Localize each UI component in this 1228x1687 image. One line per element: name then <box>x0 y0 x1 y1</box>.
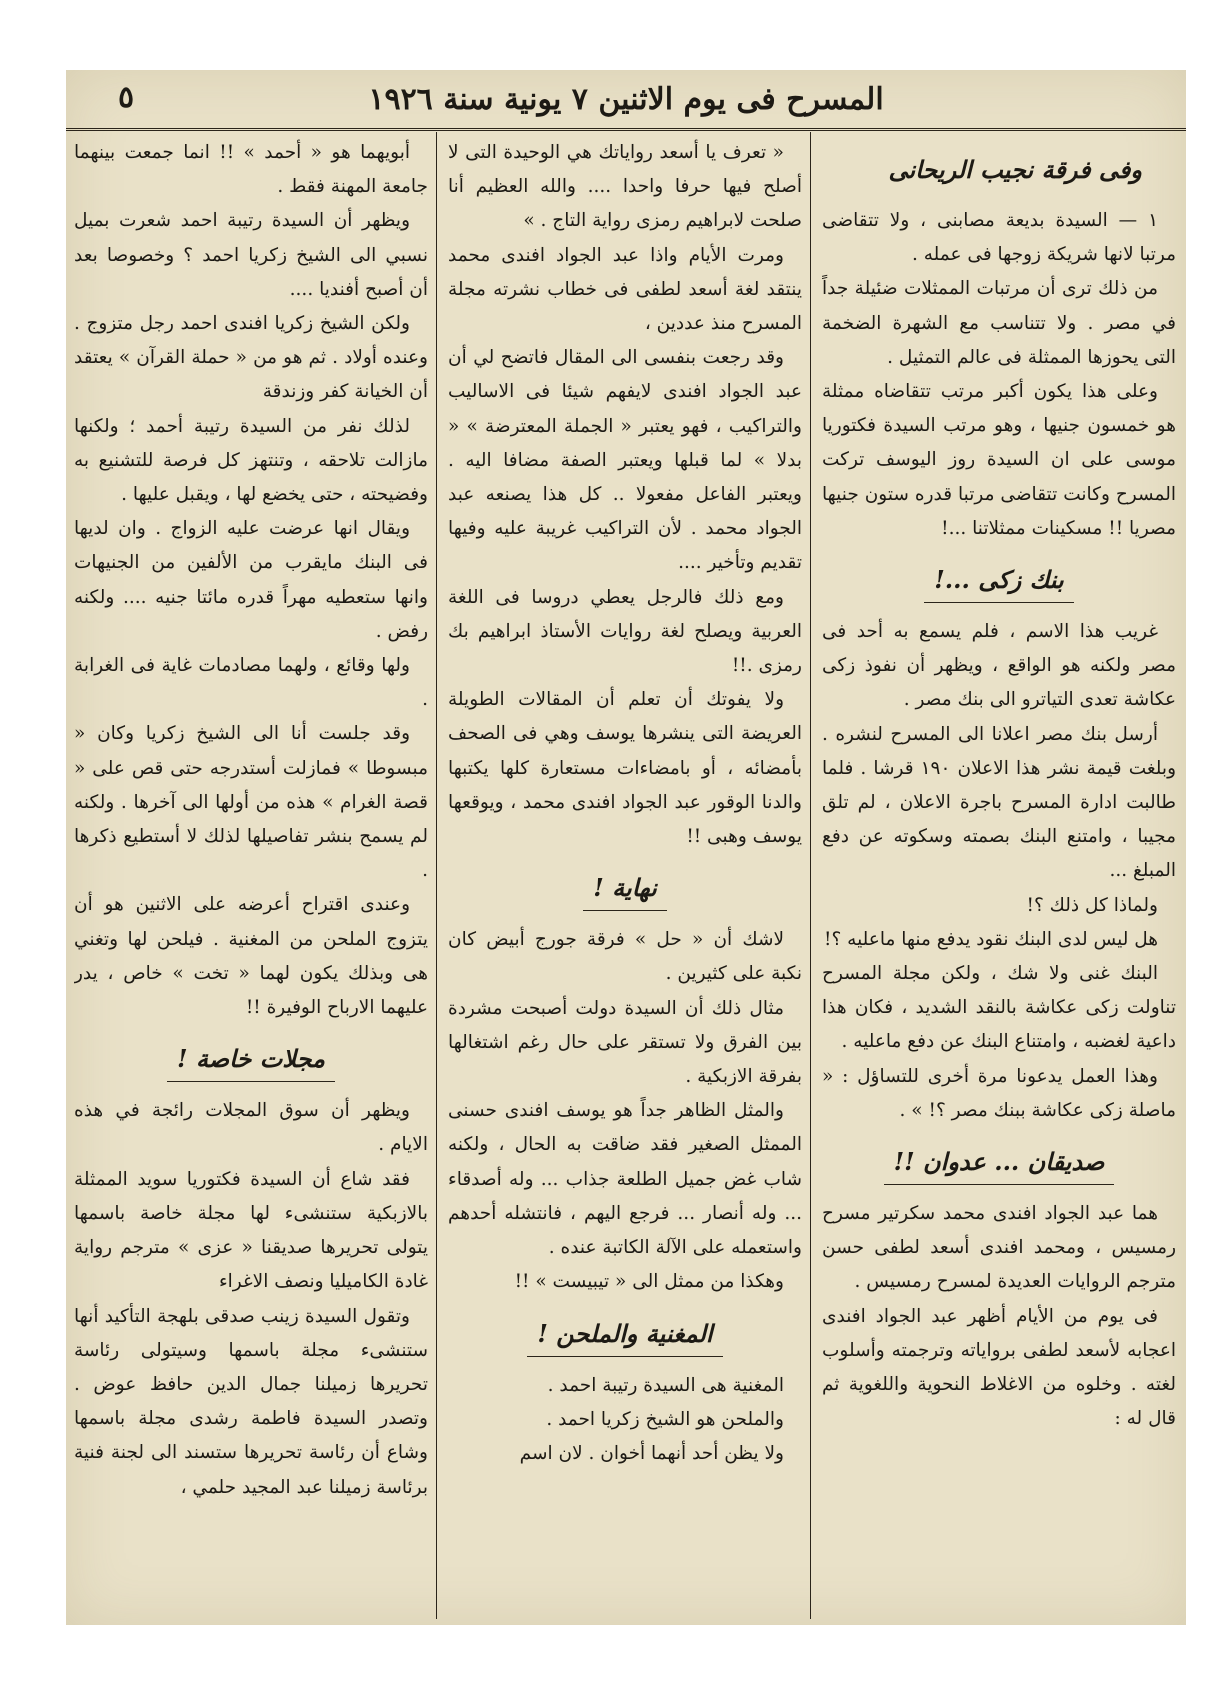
paragraph: والملحن هو الشيخ زكريا احمد . <box>546 1408 784 1430</box>
column-divider <box>436 132 437 1619</box>
paragraph: وهكذا من ممثل الى « تيبيست » !! <box>514 1271 784 1293</box>
section-heading: المغنية والملحن ! <box>448 1314 802 1357</box>
paragraph: هما عبد الجواد افندى محمد سكرتير مسرح رمسيس ، ومحمد افندى أسعد لطفى حسن مترجم الروايات العديدة لمسرح رمسيس . <box>822 1203 1176 1293</box>
paragraph: المغنية هى السيدة رتيبة احمد . <box>547 1374 784 1396</box>
paragraph: وعندى اقتراح أعرضه على الاثنين هو أن يتزوج الملحن من المغنية . فيلحن لها وتغني هى وبذلك يكون لهما « تخت » خاص ، يدر عليهما الارباح الوفيرة !! <box>74 894 428 1019</box>
section-heading: بنك زكى ...! <box>822 560 1176 603</box>
page-number: ٥ <box>118 80 135 115</box>
paragraph: غريب هذا الاسم ، فلم يسمع به أحد فى مصر ولكنه هو الواقع ، ويظهر أن نفوذ زكى عكاشة تعدى التياترو الى بنك مصر . <box>822 621 1176 711</box>
paragraph: ومع ذلك فالرجل يعطي دروسا فى اللغة العربية ويصلح لغة روايات الأستاذ ابراهيم بك رمزى .!! <box>448 586 802 677</box>
paragraph: وقد جلست أنا الى الشيخ زكريا وكان « مبسوطا » فمازلت أستدرجه حتى قص على « قصة الغرام » هذه من أولها الى آخرها . ولكنه لم يسمح بنشر تفاصيلها لذلك لا أستطيع ذكرها . <box>74 723 428 882</box>
paragraph: ولا يفوتك أن تعلم أن المقالات الطويلة العريضة التى ينشرها يوسف وهي فى الصحف بأمضائه ، أو بامضاءات مستعارة كلها يكتبها والدنا الوقور عبد الجواد افندى محمد ، ويوقعها يوسف وهبى !! <box>448 689 802 848</box>
paragraph: والمثل الظاهر جداً هو يوسف افندى حسنى الممثل الصغير فقد ضاقت به الحال ، ولكنه شاب غض جميل الطلعة جذاب ... وله أصدقاء ... وله أنصار ... فرجع اليهم ، فانتشله أحدهم واستعمله على الآلة الكاتبة عنده . <box>448 1100 802 1259</box>
paragraph: « تعرف يا أسعد رواياتك هي الوحيدة التى لا أصلح فيها حرفا واحدا .... والله العظيم أنا صلحت لابراهيم رمزى رواية التاج . » <box>448 142 802 232</box>
paragraph: ومرت الأيام واذا عبد الجواد افندى محمد ينتقد لغة أسعد لطفى فى خطاب نشرته مجلة المسرح منذ عددين ، <box>448 244 802 335</box>
paragraph: فقد شاع أن السيدة فكتوريا سويد الممثلة بالازبكية ستنشىء لها مجلة خاصة باسمها يتولى تحريرها صديقنا « عزى » مترجم رواية غادة الكاميليا ونصف الاغراء <box>74 1168 428 1293</box>
section-heading: نهاية ! <box>448 868 802 911</box>
column-middle <box>448 136 802 1611</box>
paragraph: لذلك نفر من السيدة رتيبة أحمد ؛ ولكنها مازالت تلاحقه ، وتنتهز كل فرصة للتشنيع به وفضيحته ، حتى يخضع لها ، ويقبل عليها . <box>74 415 428 506</box>
paragraph: أبويهما هو « أحمد » !! انما جمعت بينهما جامعة المهنة فقط . <box>74 142 428 198</box>
paragraph: هل ليس لدى البنك نقود يدفع منها ماعليه ؟! <box>824 928 1158 950</box>
paragraph: ويظهر أن سوق المجلات رائجة في هذه الايام . <box>74 1100 428 1156</box>
section-heading: وفى فرقة نجيب الريحانى <box>888 155 1142 184</box>
paragraph: أرسل بنك مصر اعلانا الى المسرح لنشره . وبلغت قيمة نشر هذا الاعلان ١٩٠ قرشا . فلما طالبت ادارة المسرح باجرة الاعلان ، لم تلق مجيبا ، وامتنع البنك بصمته وسكوته عن دفع المبلغ ... <box>822 723 1176 882</box>
paragraph: وتقول السيدة زينب صدقى بلهجة التأكيد أنها ستنشىء مجلة باسمها وسيتولى رئاسة تحريرها زميلنا جمال الدين حافظ عوض . وتصدر السيدة فاطمة رشدى مجلة باسمها وشاع أن رئاسة تحريرها ستسند الى لجنة فنية برئاسة زميلنا عبد المجيد حلمي ، <box>74 1305 428 1498</box>
paragraph: ويقال انها عرضت عليه الزواج . وان لديها فى البنك مايقرب من الألفين من الجنيهات وانها ستعطيه مهراً قدره مائتا جنيه .... ولكنه رفض . <box>74 518 428 642</box>
paragraph: ولا يظن أحد أنهما أخوان . لان اسم <box>519 1442 784 1464</box>
column-right <box>822 136 1176 1611</box>
paragraph: وقد رجعت بنفسى الى المقال فاتضح لي أن عبد الجواد افندى لايفهم شيئا فى الاساليب والتراكيب ، فهو يعتبر « الجملة المعترضة » « بدلا » لما قبلها ويعتبر الصفة مضافا اليه . ويعتبر الفاعل مفعولا .. كل هذا يصنعه عبد الجواد محمد . لأن التراكيب غريبة عليه وفيها تقديم وتأخير .... <box>448 347 802 574</box>
paragraph: ويظهر أن السيدة رتيبة احمد شعرت بميل نسبي الى الشيخ زكريا احمد ؟ وخصوصا بعد أن أصبح أفنديا .... <box>74 210 428 300</box>
paragraph: ١ — السيدة بديعة مصابنى ، ولا تتقاضى مرتبا لانها شريكة زوجها فى عمله . <box>822 210 1176 266</box>
paragraph: من ذلك ترى أن مرتبات الممثلات ضئيلة جداً في مصر . ولا تتناسب مع الشهرة الضخمة التى يحوزها الممثلة فى عالم التمثيل . <box>822 278 1176 368</box>
paragraph: ولكن الشيخ زكريا افندى احمد رجل متزوج . وعنده أولاد . ثم هو من « حملة القرآن » يعتقد أن الخيانة كفر وزندقة <box>74 313 428 403</box>
column-divider <box>810 132 811 1619</box>
newspaper-page <box>66 70 1186 1625</box>
paragraph: لاشك أن « حل » فرقة جورج أبيض كان نكبة على كثيرين . <box>448 929 802 985</box>
column-left <box>74 136 428 1611</box>
paragraph: البنك غنى ولا شك ، ولكن مجلة المسرح تناولت زكى عكاشة بالنقد الشديد ، فكان هذا داعية لغضبه ، وامتناع البنك عن دفع ماعليه . <box>822 963 1176 1053</box>
header-title: المسرح فى يوم الاثنين ٧ يونية سنة ١٩٢٦ <box>368 82 884 117</box>
page-header <box>66 70 1186 131</box>
section-heading: مجلات خاصة ! <box>74 1039 428 1082</box>
paragraph: ولماذا كل ذلك ؟! <box>1026 894 1158 916</box>
section-heading: صديقان ... عدوان !! <box>822 1142 1176 1185</box>
paragraph: وعلى هذا يكون أكبر مرتب تتقاضاه ممثلة هو خمسون جنيها ، وهو مرتب السيدة فكتوريا موسى على ان السيدة روز اليوسف تركت المسرح وكانت تتقاضى مرتبا قدره ستون جنيها مصريا !! مسكينات ممثلاتنا ...! <box>822 381 1176 539</box>
paragraph: ولها وقائع ، ولهما مصادمات غاية فى الغرابة . <box>74 655 428 711</box>
paragraph: مثال ذلك أن السيدة دولت أصبحت مشردة بين الفرق ولا تستقر على حال رغم اشتغالها بفرقة الازبكية . <box>448 997 802 1088</box>
paragraph: فى يوم من الأيام أظهر عبد الجواد افندى اعجابه لأسعد لطفى برواياته وترجمته وأسلوب لغته . وخلوه من الاغلاط النحوية واللغوية ثم قال له : <box>822 1305 1176 1430</box>
paragraph: وهذا العمل يدعونا مرة أخرى للتساؤل : « ماصلة زكى عكاشة ببنك مصر ؟! » . <box>822 1065 1176 1121</box>
